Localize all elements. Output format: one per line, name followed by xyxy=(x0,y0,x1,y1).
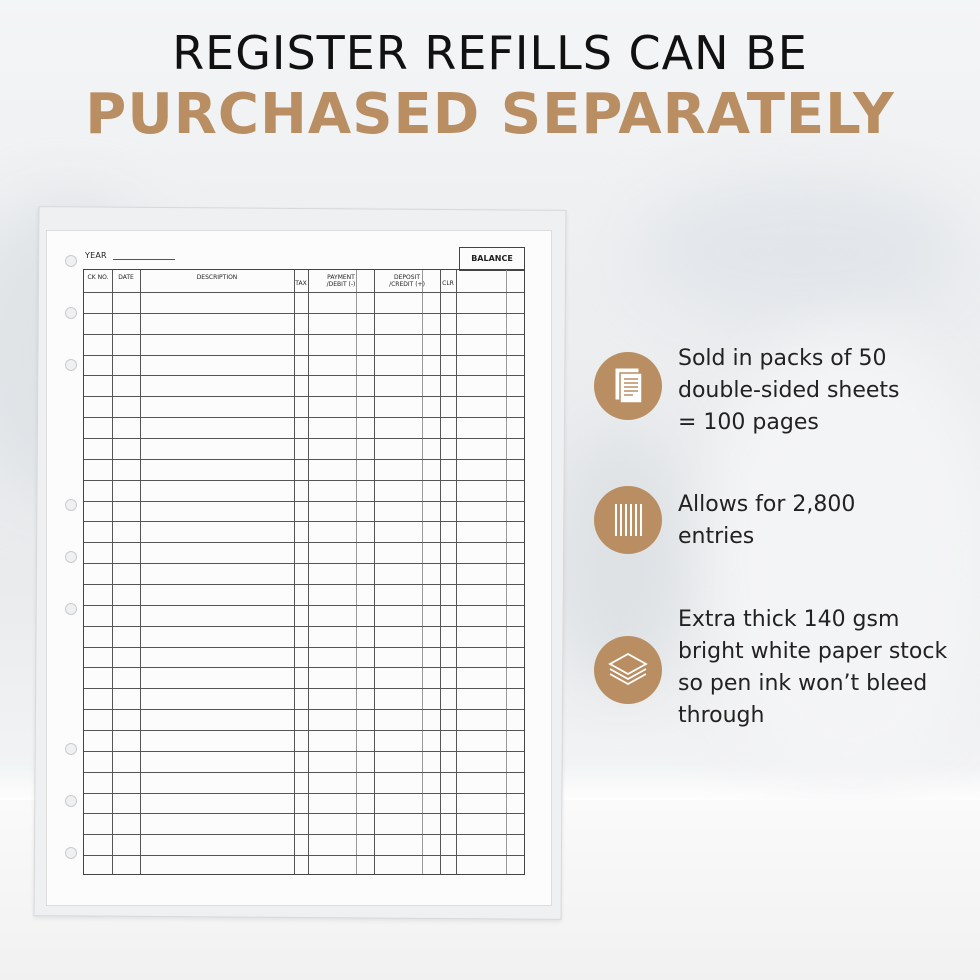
column-divider xyxy=(140,270,141,874)
ledger-row-line xyxy=(84,355,524,356)
ledger-row-line xyxy=(84,751,524,752)
feature-paper-stock-text: Extra thick 140 gsm bright white paper stock so pen ink won’t bleed through xyxy=(678,607,948,728)
feature-pack-size-text: Sold in packs of 50 double-sided sheets = 100 pages xyxy=(678,346,900,435)
ledger-row-line xyxy=(84,772,524,773)
punch-hole xyxy=(65,551,77,563)
paper-stack-icon xyxy=(594,636,662,704)
ledger-row-line xyxy=(84,813,524,814)
ledger-row-line xyxy=(84,438,524,439)
punch-hole xyxy=(65,255,77,267)
header-description: DESCRIPTION xyxy=(196,274,238,281)
punch-hole xyxy=(65,307,77,319)
document-pages-icon xyxy=(594,352,662,420)
column-divider xyxy=(456,270,457,874)
headline-line-1: REGISTER REFILLS CAN BE xyxy=(172,26,808,80)
ledger-row-line xyxy=(84,313,524,314)
ledger-row-line xyxy=(84,292,524,293)
column-divider xyxy=(422,270,423,874)
ledger-row-line xyxy=(84,834,524,835)
feature-entries-text: Allows for 2,800 entries xyxy=(678,492,856,549)
ledger-row-line xyxy=(84,521,524,522)
ruled-lines-icon xyxy=(594,486,662,554)
ledger-row-line xyxy=(84,793,524,794)
header-date: DATE xyxy=(118,274,134,281)
column-divider xyxy=(294,270,295,874)
column-divider xyxy=(506,270,507,874)
ledger-row-line xyxy=(84,417,524,418)
ledger-row-line xyxy=(84,375,524,376)
column-divider xyxy=(374,270,375,874)
ledger-row-line xyxy=(84,626,524,627)
punch-hole xyxy=(65,499,77,511)
ledger-row-line xyxy=(84,584,524,585)
ledger-row-line xyxy=(84,334,524,335)
column-divider xyxy=(308,270,309,874)
punch-hole xyxy=(65,795,77,807)
ledger-row-line xyxy=(84,396,524,397)
ledger-row-line xyxy=(84,563,524,564)
ledger-row-line xyxy=(84,647,524,648)
header-clr: CLR xyxy=(442,280,454,287)
ledger-row-line xyxy=(84,730,524,731)
header-deposit: DEPOSIT /CREDIT (+) xyxy=(389,274,425,288)
background-blur xyxy=(640,180,960,320)
column-divider xyxy=(440,270,441,874)
ledger-table xyxy=(83,269,525,875)
column-divider xyxy=(356,270,357,874)
ledger-row-line xyxy=(84,605,524,606)
punch-hole xyxy=(65,743,77,755)
column-divider xyxy=(112,270,113,874)
punch-hole xyxy=(65,359,77,371)
ledger-row-line xyxy=(84,667,524,668)
punch-hole xyxy=(65,847,77,859)
header-tax: TAX xyxy=(295,280,307,287)
punch-hole xyxy=(65,603,77,615)
headline-line-2: PURCHASED SEPARATELY xyxy=(85,82,895,147)
header-payment: PAYMENT /DEBIT (-) xyxy=(326,274,356,288)
ledger-row-line xyxy=(84,480,524,481)
ledger-row-line xyxy=(84,459,524,460)
header-ck-no: CK NO. xyxy=(87,274,109,281)
ledger-row-line xyxy=(84,855,524,856)
balance-label: BALANCE xyxy=(459,247,525,271)
ledger-row-line xyxy=(84,542,524,543)
year-line xyxy=(113,259,175,260)
ledger-row-line xyxy=(84,688,524,689)
year-label: YEAR xyxy=(85,251,107,260)
ledger-row-line xyxy=(84,709,524,710)
register-sheet xyxy=(46,230,552,906)
ledger-row-line xyxy=(84,501,524,502)
